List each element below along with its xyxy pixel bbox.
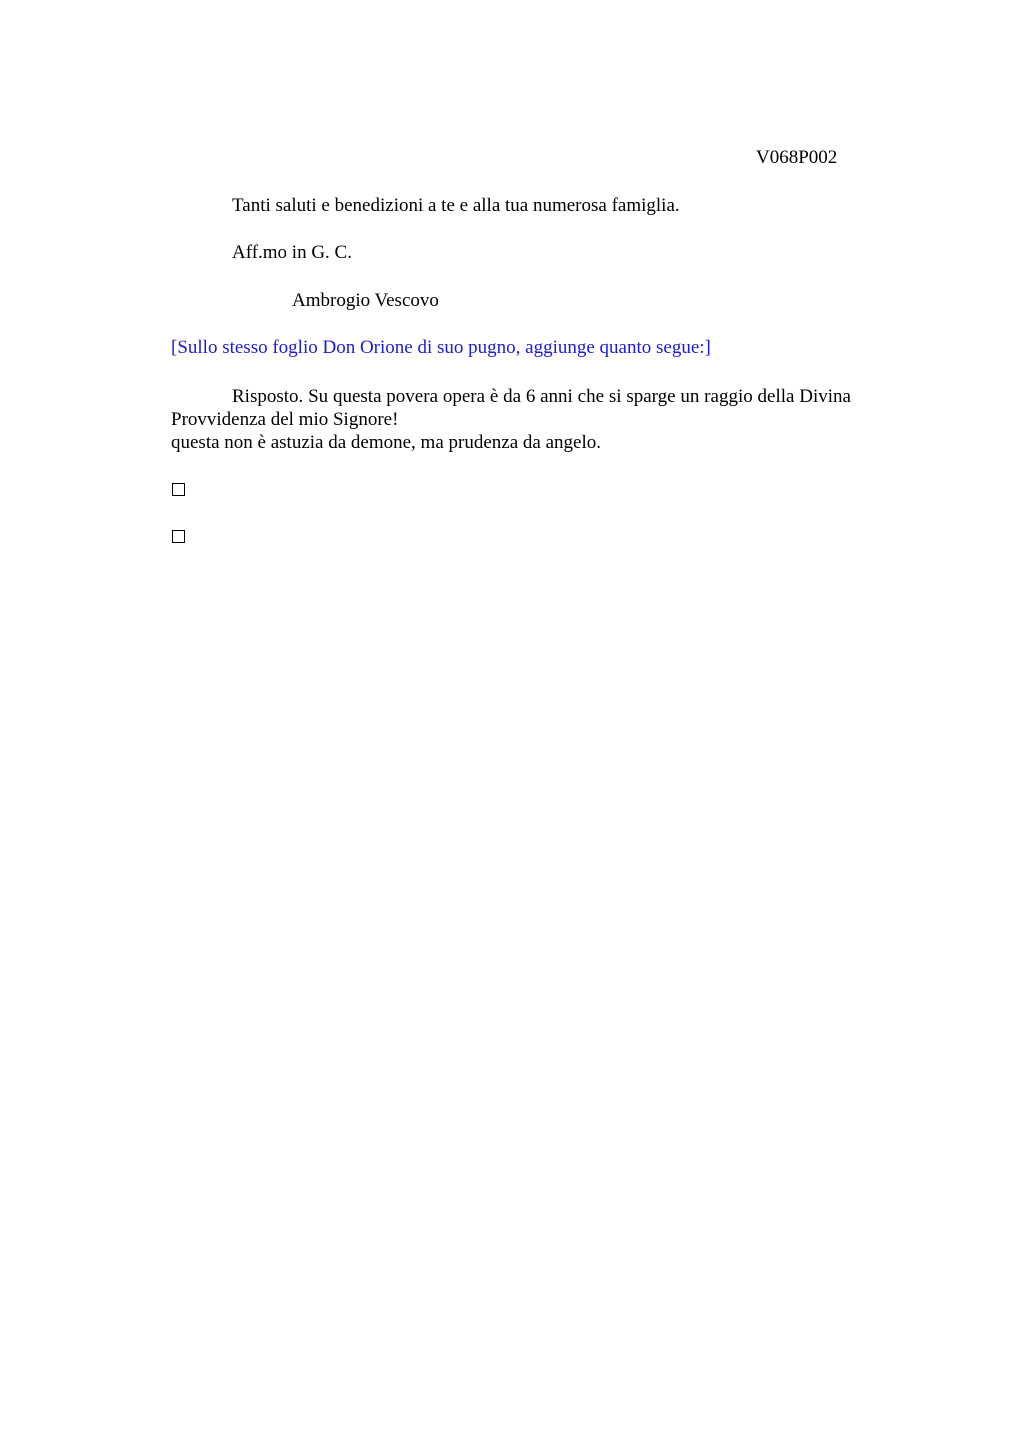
closing-text: Aff.mo in G. C. — [232, 242, 352, 263]
signature-text: Ambrogio Vescovo — [292, 290, 439, 311]
empty-box-icon — [172, 530, 185, 543]
greeting-text: Tanti saluti e benedizioni a te e alla tua numerosa famiglia. — [232, 195, 680, 216]
reply-closing-line: questa non è astuzia da demone, ma prudenza da angelo. — [171, 432, 601, 453]
reference-code: V068P002 — [756, 147, 838, 168]
empty-box-icon — [172, 483, 185, 496]
reply-paragraph: Risposto. Su questa povera opera è da 6 anni che si sparge un raggio della Divina Provvidenza del mio Signore! — [171, 386, 851, 430]
reply-block — [171, 385, 851, 454]
editorial-note: [Sullo stesso foglio Don Orione di suo pugno, aggiunge quanto segue:] — [171, 337, 711, 358]
